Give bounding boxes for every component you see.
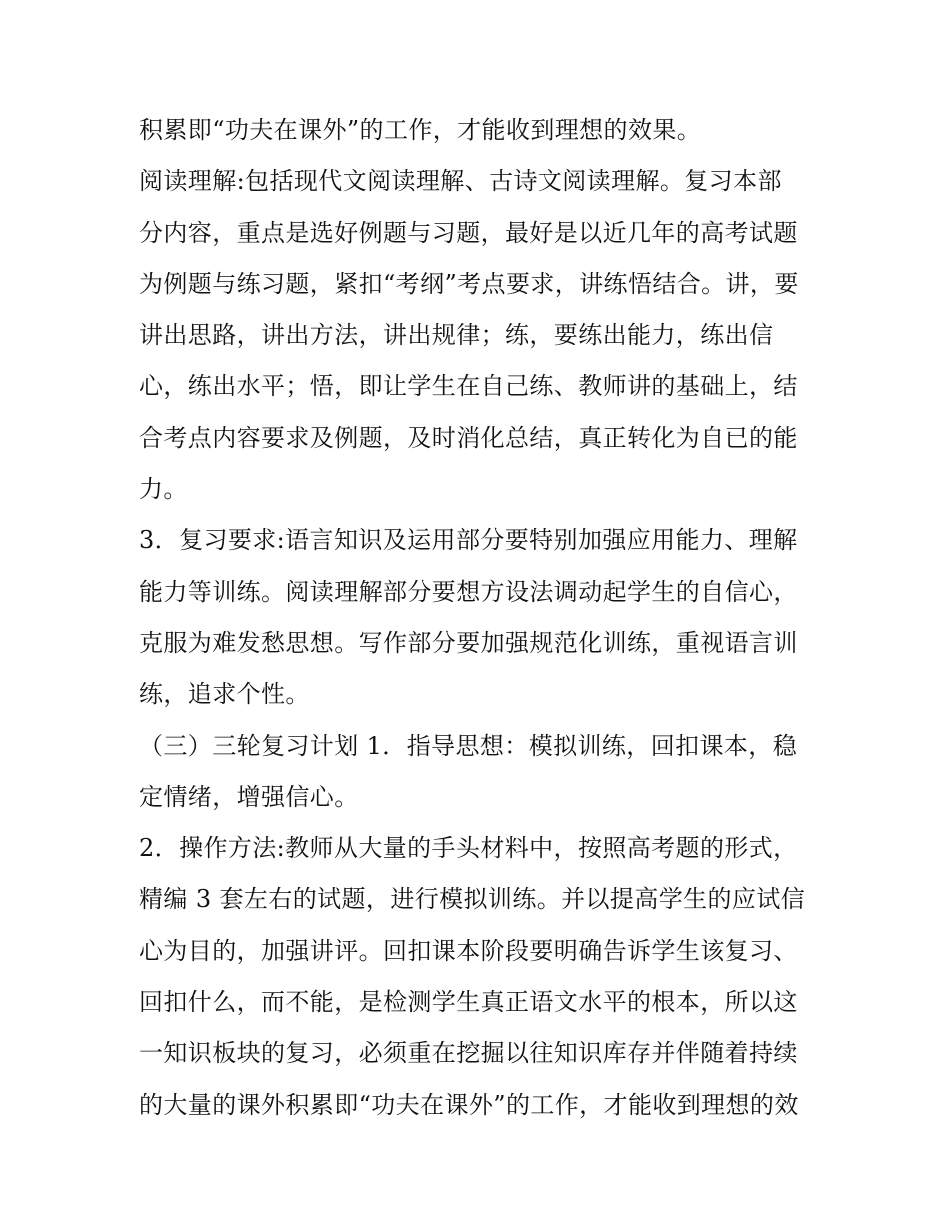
text-line: 一知识板块的复习，必须重在挖掘以往知识库存并伴随着持续 [139, 1039, 798, 1068]
text-line: 心，练出水平；悟，即让学生在自己练、教师讲的基础上，结 [139, 372, 798, 401]
text-line: 2．操作方法:教师从大量的手头材料中，按照高考题的形式， [139, 834, 798, 863]
text-line: 力。 [139, 475, 188, 504]
document-body [139, 105, 819, 1131]
text-line: 克服为难发愁思想。写作部分要加强规范化训练，重视语言训 [139, 628, 798, 657]
text-line: 为例题与练习题，紧扣“考纲”考点要求，讲练悟结合。讲，要 [139, 269, 799, 298]
text-line: 心为目的，加强讲评。回扣课本阶段要明确告诉学生该复习、 [139, 936, 798, 965]
text-line: 精编 3 套左右的试题，进行模拟训练。并以提高学生的应试信 [139, 885, 806, 914]
text-line: 能力等训练。阅读理解部分要想方设法调动起学生的自信心， [139, 577, 798, 606]
text-line: 积累即“功夫在课外”的工作，才能收到理想的效果。 [139, 116, 702, 144]
text-line: 分内容，重点是选好例题与习题，最好是以近几年的高考试题 [139, 218, 798, 247]
text-line: 合考点内容要求及例题，及时消化总结，真正转化为自已的能 [139, 423, 798, 452]
text-line: 讲出思路，讲出方法，讲出规律；练，要练出能力，练出信 [139, 321, 774, 350]
text-line: 回扣什么，而不能，是检测学生真正语文水平的根本，所以这 [139, 988, 798, 1017]
text-line: （三）三轮复习计划 1．指导思想：模拟训练，回扣课本，稳 [139, 731, 798, 760]
text-line: 练，追求个性。 [139, 680, 310, 709]
text-line: 的大量的课外积累即“功夫在课外”的工作，才能收到理想的效 [139, 1090, 799, 1119]
text-line: 阅读理解:包括现代文阅读理解、古诗文阅读理解。复习本部 [139, 167, 782, 196]
text-line: 3．复习要求:语言知识及运用部分要特别加强应用能力、理解 [139, 526, 798, 555]
text-line: 定情绪，增强信心。 [139, 782, 359, 811]
